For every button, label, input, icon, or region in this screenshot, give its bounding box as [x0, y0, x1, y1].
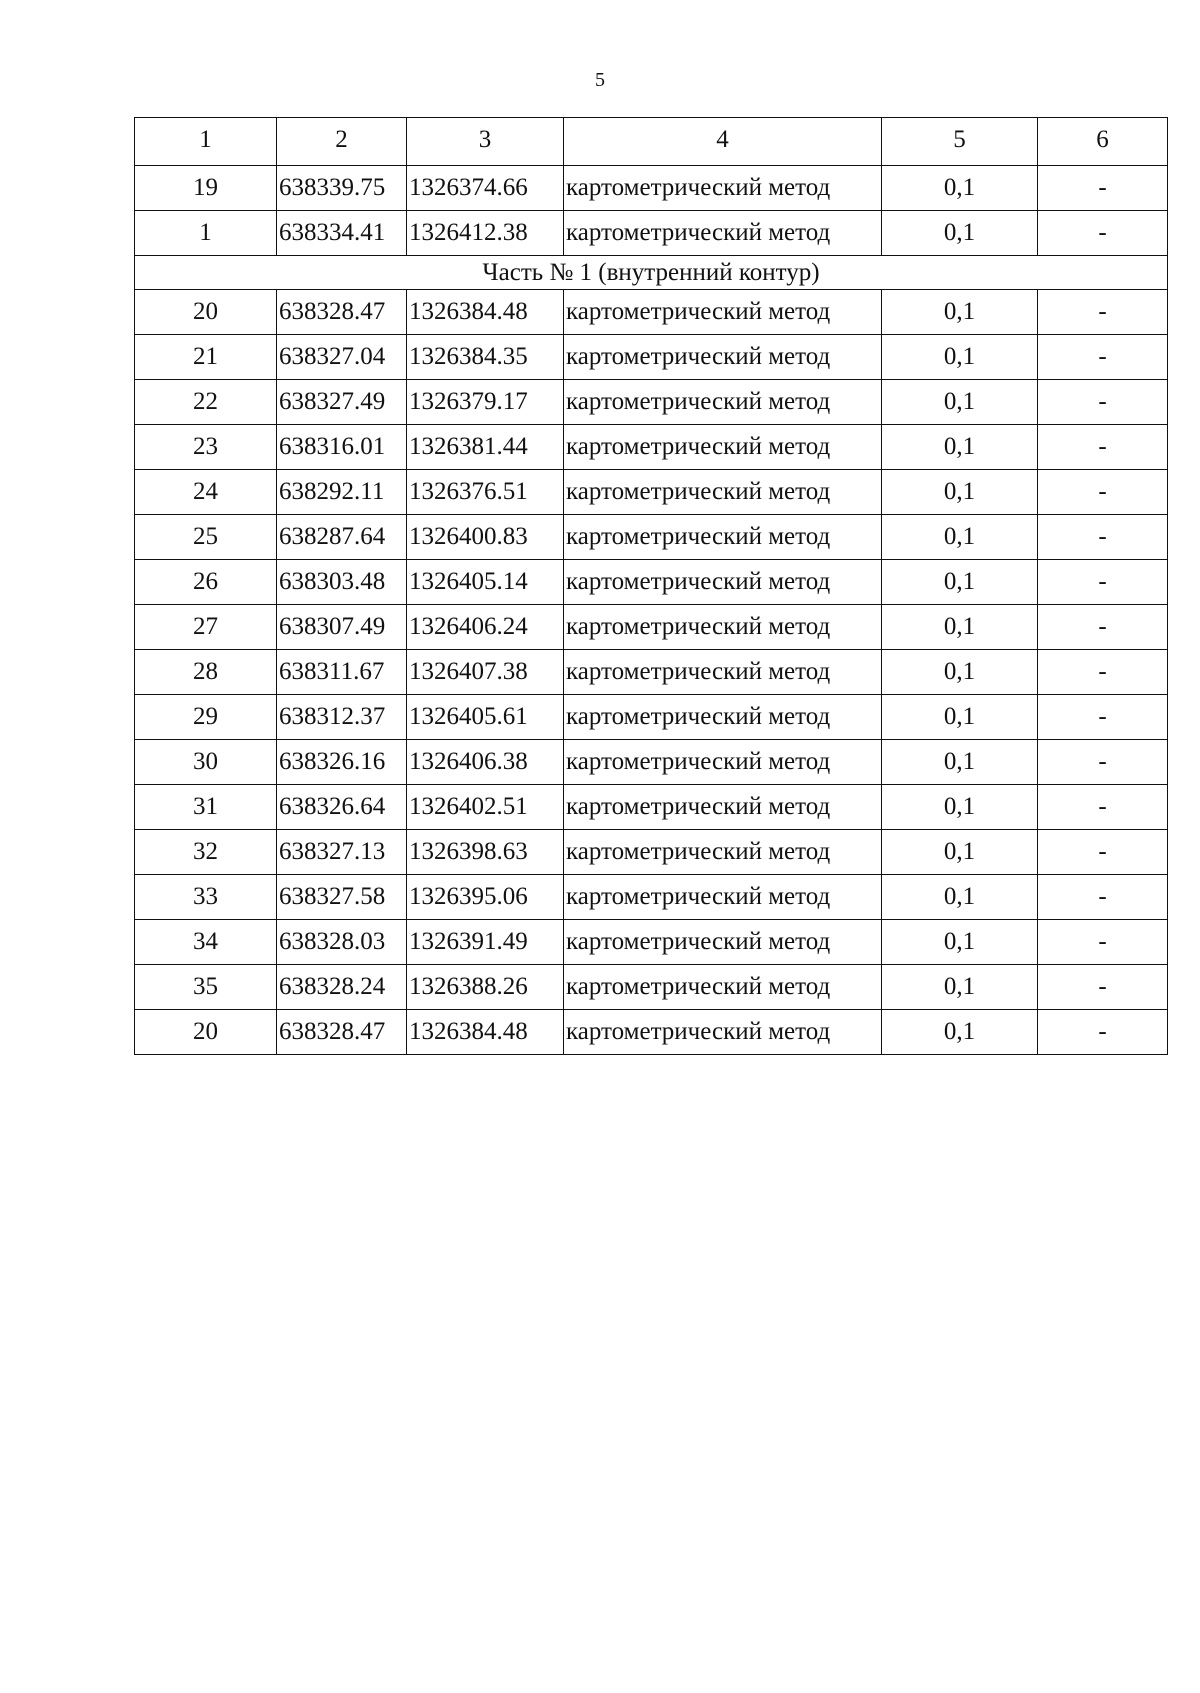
coord-x-cell: 638327.04 — [277, 335, 407, 380]
header-cell: 2 — [277, 118, 407, 166]
note-cell: - — [1038, 920, 1168, 965]
note-cell: - — [1038, 211, 1168, 256]
coord-y-cell: 1326402.51 — [407, 785, 564, 830]
note-cell: - — [1038, 425, 1168, 470]
note-cell: - — [1038, 830, 1168, 875]
coord-x-cell: 638312.37 — [277, 695, 407, 740]
accuracy-cell: 0,1 — [882, 290, 1038, 335]
method-cell: картометрический метод — [564, 425, 882, 470]
table-row — [135, 965, 1168, 1010]
coord-x-cell: 638328.03 — [277, 920, 407, 965]
page-number: 5 — [595, 69, 605, 91]
method-cell: картометрический метод — [564, 380, 882, 425]
point-number-cell: 20 — [135, 1010, 277, 1055]
note-cell: - — [1038, 560, 1168, 605]
note-cell: - — [1038, 515, 1168, 560]
table-row — [135, 875, 1168, 920]
table-header-row — [135, 118, 1168, 166]
coord-y-cell: 1326388.26 — [407, 965, 564, 1010]
point-number-cell: 34 — [135, 920, 277, 965]
accuracy-cell: 0,1 — [882, 211, 1038, 256]
coord-y-cell: 1326384.35 — [407, 335, 564, 380]
method-cell: картометрический метод — [564, 605, 882, 650]
point-number-cell: 30 — [135, 740, 277, 785]
accuracy-cell: 0,1 — [882, 515, 1038, 560]
coord-y-cell: 1326374.66 — [407, 166, 564, 211]
accuracy-cell: 0,1 — [882, 166, 1038, 211]
coord-x-cell: 638327.58 — [277, 875, 407, 920]
method-cell: картометрический метод — [564, 695, 882, 740]
method-cell: картометрический метод — [564, 830, 882, 875]
point-number-cell: 28 — [135, 650, 277, 695]
table-row — [135, 166, 1168, 211]
table-row — [135, 695, 1168, 740]
coord-y-cell: 1326406.38 — [407, 740, 564, 785]
accuracy-cell: 0,1 — [882, 380, 1038, 425]
point-number-cell: 32 — [135, 830, 277, 875]
coord-x-cell: 638292.11 — [277, 470, 407, 515]
coord-x-cell: 638328.47 — [277, 1010, 407, 1055]
table-row — [135, 920, 1168, 965]
coord-y-cell: 1326384.48 — [407, 1010, 564, 1055]
accuracy-cell: 0,1 — [882, 920, 1038, 965]
coord-x-cell: 638287.64 — [277, 515, 407, 560]
point-number-cell: 22 — [135, 380, 277, 425]
accuracy-cell: 0,1 — [882, 740, 1038, 785]
coord-y-cell: 1326379.17 — [407, 380, 564, 425]
table-row — [135, 425, 1168, 470]
note-cell: - — [1038, 650, 1168, 695]
note-cell: - — [1038, 335, 1168, 380]
point-number-cell: 20 — [135, 290, 277, 335]
note-cell: - — [1038, 785, 1168, 830]
method-cell: картометрический метод — [564, 560, 882, 605]
method-cell: картометрический метод — [564, 740, 882, 785]
point-number-cell: 26 — [135, 560, 277, 605]
coord-y-cell: 1326412.38 — [407, 211, 564, 256]
table-row — [135, 650, 1168, 695]
point-number-cell: 19 — [135, 166, 277, 211]
table-row — [135, 290, 1168, 335]
coord-x-cell: 638326.16 — [277, 740, 407, 785]
section-title: Часть № 1 (внутренний контур) — [135, 256, 1168, 290]
method-cell: картометрический метод — [564, 515, 882, 560]
table-row — [135, 740, 1168, 785]
table-row — [135, 1010, 1168, 1055]
header-cell: 1 — [135, 118, 277, 166]
header-cell: 4 — [564, 118, 882, 166]
accuracy-cell: 0,1 — [882, 650, 1038, 695]
coord-y-cell: 1326398.63 — [407, 830, 564, 875]
accuracy-cell: 0,1 — [882, 605, 1038, 650]
table-row — [135, 380, 1168, 425]
accuracy-cell: 0,1 — [882, 560, 1038, 605]
accuracy-cell: 0,1 — [882, 470, 1038, 515]
table-row — [135, 785, 1168, 830]
method-cell: картометрический метод — [564, 335, 882, 380]
point-number-cell: 25 — [135, 515, 277, 560]
coordinates-table — [134, 117, 1168, 1055]
table-row — [135, 211, 1168, 256]
table-row — [135, 560, 1168, 605]
coord-y-cell: 1326400.83 — [407, 515, 564, 560]
note-cell: - — [1038, 380, 1168, 425]
coord-y-cell: 1326381.44 — [407, 425, 564, 470]
method-cell: картометрический метод — [564, 166, 882, 211]
coord-y-cell: 1326405.14 — [407, 560, 564, 605]
point-number-cell: 24 — [135, 470, 277, 515]
accuracy-cell: 0,1 — [882, 335, 1038, 380]
note-cell: - — [1038, 740, 1168, 785]
table-row — [135, 830, 1168, 875]
coord-x-cell: 638311.67 — [277, 650, 407, 695]
point-number-cell: 23 — [135, 425, 277, 470]
point-number-cell: 33 — [135, 875, 277, 920]
coord-y-cell: 1326407.38 — [407, 650, 564, 695]
accuracy-cell: 0,1 — [882, 965, 1038, 1010]
accuracy-cell: 0,1 — [882, 425, 1038, 470]
coord-y-cell: 1326395.06 — [407, 875, 564, 920]
coord-x-cell: 638327.13 — [277, 830, 407, 875]
coord-x-cell: 638328.24 — [277, 965, 407, 1010]
table-row — [135, 470, 1168, 515]
method-cell: картометрический метод — [564, 290, 882, 335]
method-cell: картометрический метод — [564, 650, 882, 695]
note-cell: - — [1038, 875, 1168, 920]
point-number-cell: 27 — [135, 605, 277, 650]
accuracy-cell: 0,1 — [882, 830, 1038, 875]
coord-x-cell: 638303.48 — [277, 560, 407, 605]
note-cell: - — [1038, 470, 1168, 515]
header-cell: 6 — [1038, 118, 1168, 166]
accuracy-cell: 0,1 — [882, 1010, 1038, 1055]
header-cell: 3 — [407, 118, 564, 166]
point-number-cell: 29 — [135, 695, 277, 740]
point-number-cell: 21 — [135, 335, 277, 380]
coord-x-cell: 638326.64 — [277, 785, 407, 830]
coord-x-cell: 638327.49 — [277, 380, 407, 425]
section-title-row — [135, 256, 1168, 290]
table-row — [135, 335, 1168, 380]
coord-y-cell: 1326406.24 — [407, 605, 564, 650]
note-cell: - — [1038, 290, 1168, 335]
note-cell: - — [1038, 166, 1168, 211]
table-row — [135, 605, 1168, 650]
coord-x-cell: 638316.01 — [277, 425, 407, 470]
point-number-cell: 35 — [135, 965, 277, 1010]
note-cell: - — [1038, 695, 1168, 740]
header-cell: 5 — [882, 118, 1038, 166]
table-row — [135, 515, 1168, 560]
accuracy-cell: 0,1 — [882, 695, 1038, 740]
method-cell: картометрический метод — [564, 470, 882, 515]
coord-x-cell: 638339.75 — [277, 166, 407, 211]
method-cell: картометрический метод — [564, 875, 882, 920]
method-cell: картометрический метод — [564, 785, 882, 830]
coord-y-cell: 1326391.49 — [407, 920, 564, 965]
method-cell: картометрический метод — [564, 965, 882, 1010]
coord-x-cell: 638334.41 — [277, 211, 407, 256]
accuracy-cell: 0,1 — [882, 875, 1038, 920]
accuracy-cell: 0,1 — [882, 785, 1038, 830]
coord-y-cell: 1326384.48 — [407, 290, 564, 335]
note-cell: - — [1038, 1010, 1168, 1055]
coord-y-cell: 1326376.51 — [407, 470, 564, 515]
method-cell: картометрический метод — [564, 211, 882, 256]
note-cell: - — [1038, 965, 1168, 1010]
method-cell: картометрический метод — [564, 1010, 882, 1055]
note-cell: - — [1038, 605, 1168, 650]
point-number-cell: 1 — [135, 211, 277, 256]
coord-x-cell: 638328.47 — [277, 290, 407, 335]
coord-y-cell: 1326405.61 — [407, 695, 564, 740]
point-number-cell: 31 — [135, 785, 277, 830]
coord-x-cell: 638307.49 — [277, 605, 407, 650]
method-cell: картометрический метод — [564, 920, 882, 965]
